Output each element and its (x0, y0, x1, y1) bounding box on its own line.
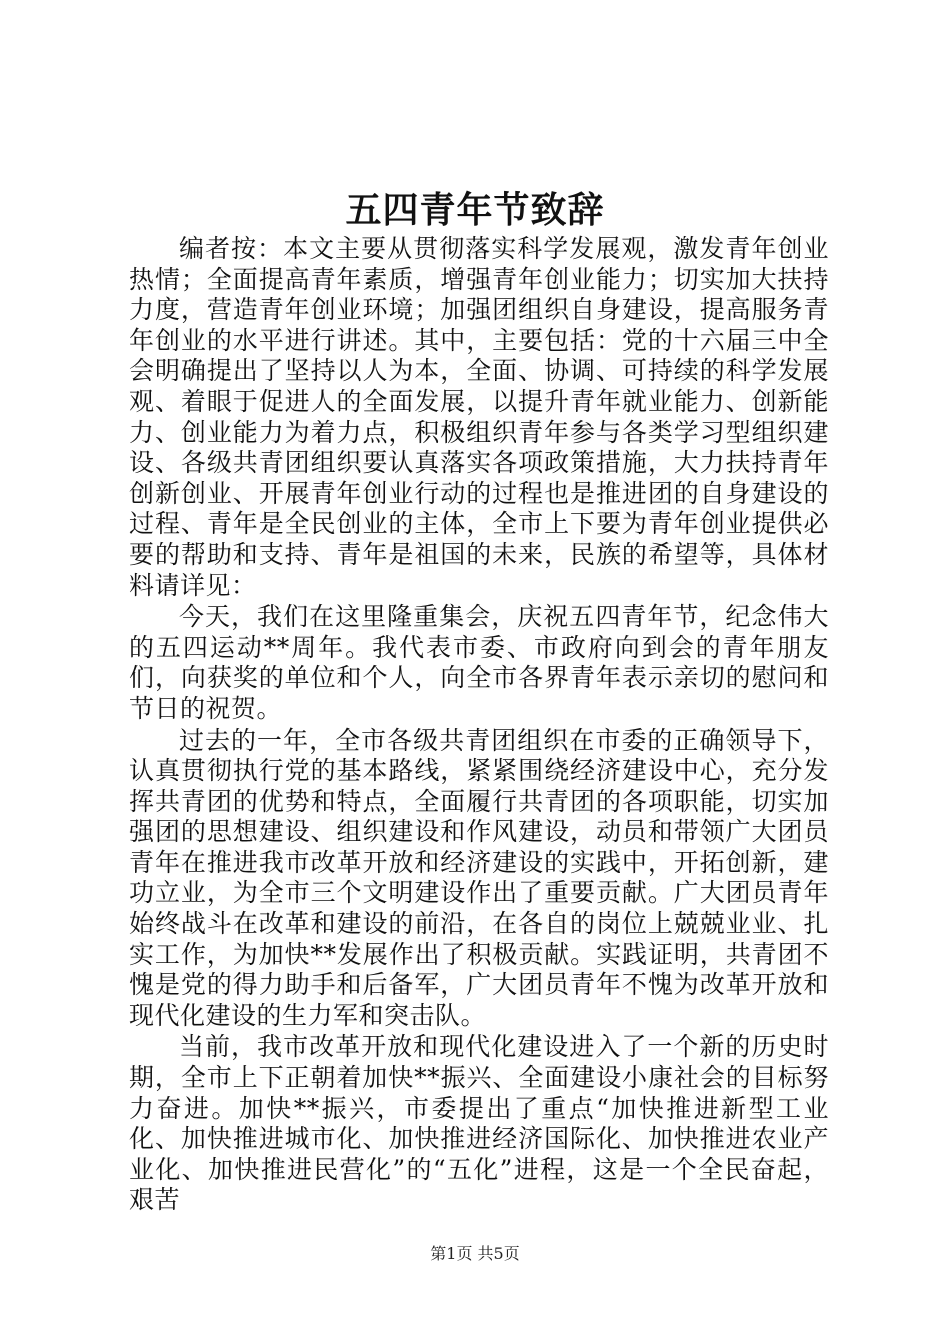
page-number-footer: 第1页 共5页 (430, 1244, 520, 1263)
body-paragraph: 今天，我们在这里隆重集会，庆祝五四青年节，纪念伟大的五四运动**周年。我代表市委、市政府向到会的青年朋友们，向获奖的单位和个人，向全市各界青年表示亲切的慰问和节日的祝贺。 (129, 602, 829, 723)
body-paragraph: 当前，我市改革开放和现代化建设进入了一个新的历史时期，全市上下正朝着加快**振兴、全面建设小康社会的目标努力奋进。加快**振兴，市委提出了重点“加快推进新型工业化、加快推进城市化、加快推进经济国际化、加快推进农业产业化、加快推进民营化”的“五化”进程，这是一个全民奋起，艰苦 (129, 1032, 829, 1215)
body-paragraph: 过去的一年，全市各级共青团组织在市委的正确领导下，认真贯彻执行党的基本路线，紧紧围绕经济建设中心，充分发挥共青团的优势和特点，全面履行共青团的各项职能，切实加强团的思想建设、组织建设和作风建设，动员和带领广大团员青年在推进我市改革开放和经济建设的实践中，开拓创新，建功立业，为全市三个文明建设作出了重要贡献。广大团员青年始终战斗在改革和建设的前沿，在各自的岗位上兢兢业业、扎实工作，为加快**发展作出了积极贡献。实践证明，共青团不愧是党的得力助手和后备军，广大团员青年不愧为改革开放和现代化建设的生力军和突击队。 (129, 725, 829, 1030)
document-body (129, 234, 829, 1216)
document-title: 五四青年节致辞 (345, 189, 605, 231)
editor-note-paragraph: 编者按：本文主要从贯彻落实科学发展观，激发青年创业热情；全面提高青年素质，增强青年创业能力；切实加大扶持力度，营造青年创业环境；加强团组织自身建设，提高服务青年创业的水平进行讲述。其中，主要包括：党的十六届三中全会明确提出了坚持以人为本，全面、协调、可持续的科学发展观、着眼于促进人的全面发展，以提升青年就业能力、创新能力、创业能力为着力点，积极组织青年参与各类学习型组织建设、各级共青团组织要认真落实各项政策措施，大力扶持青年创新创业、开展青年创业行动的过程也是推进团的自身建设的过程、青年是全民创业的主体，全市上下要为青年创业提供必要的帮助和支持、青年是祖国的未来，民族的希望等，具体材料请详见： (129, 234, 829, 600)
